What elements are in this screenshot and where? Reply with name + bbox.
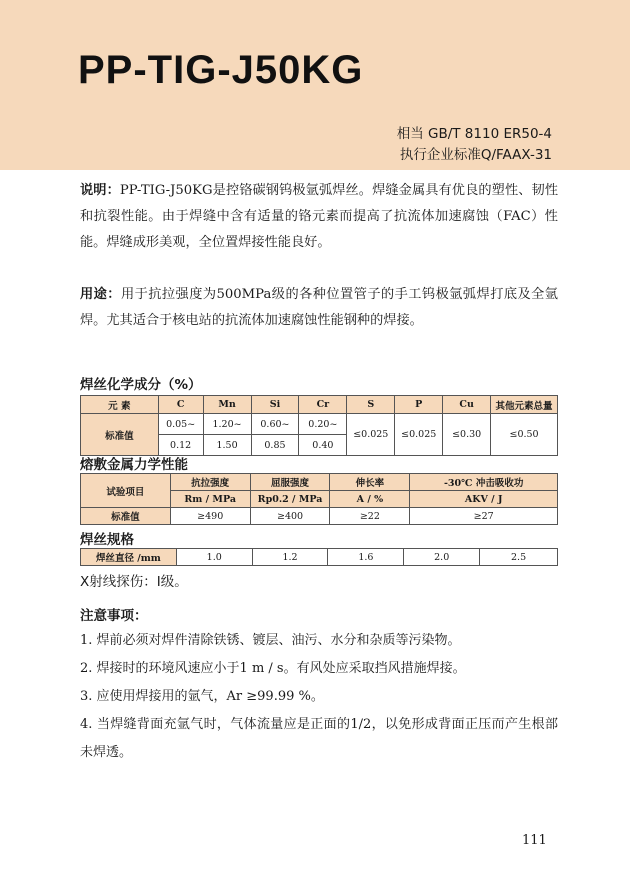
chem-table — [80, 395, 558, 456]
usage-paragraph — [80, 282, 558, 334]
mech-value-impact: ≥27 — [410, 508, 558, 525]
chem-cr-max: 0.40 — [299, 435, 347, 456]
chem-c-min: 0.05~ — [158, 414, 203, 435]
standard-enterprise: 执行企业标准Q/FAAX-31 — [399, 147, 552, 163]
note-item: 1. 焊前必须对焊件清除铁锈、镀层、油污、水分和杂质等污染物。 — [80, 633, 461, 648]
chem-others-value: ≤0.50 — [491, 414, 558, 456]
mech-value-row — [81, 508, 558, 525]
description-paragraph — [80, 178, 558, 256]
mech-header-impact: -30℃ 冲击吸收功 — [410, 474, 558, 491]
chem-header-mn: Mn — [203, 396, 251, 414]
chem-section-title: 焊丝化学成分（%） — [80, 377, 202, 393]
mech-row-label: 标准值 — [81, 508, 171, 525]
chem-header-c: C — [158, 396, 203, 414]
chem-mn-max: 1.50 — [203, 435, 251, 456]
chem-p-value: ≤0.025 — [395, 414, 443, 456]
sizes-row — [81, 549, 558, 566]
description-text: PP-TIG-J50KG是控铬碳钢钨极氩弧焊丝。焊缝金属具有优良的塑性、韧性和抗裂性能。由于焊缝中含有适量的铬元素而提高了抗流体加速腐蚀（FAC）性能。焊缝成形美观，全位置焊接性能良好。 — [80, 183, 558, 250]
chem-header-p: P — [395, 396, 443, 414]
notes-title: 注意事项： — [80, 608, 148, 624]
chem-s-value: ≤0.025 — [347, 414, 395, 456]
xray-inspection: X射线探伤：Ⅰ级。 — [80, 574, 188, 590]
chem-si-min: 0.60~ — [251, 414, 299, 435]
mech-table — [80, 473, 558, 525]
mech-header-row-1 — [81, 474, 558, 491]
chem-header-cr: Cr — [299, 396, 347, 414]
chem-header-si: Si — [251, 396, 299, 414]
chem-header-element: 元 素 — [81, 396, 159, 414]
chem-cu-value: ≤0.30 — [443, 414, 491, 456]
chem-row-label: 标准值 — [81, 414, 159, 456]
usage-label: 用途： — [80, 287, 121, 302]
mech-header-yield: 屈服强度 — [250, 474, 330, 491]
size-value: 1.6 — [328, 549, 404, 566]
mech-value-yield: ≥400 — [250, 508, 330, 525]
description-label: 说明： — [80, 183, 120, 198]
mech-unit-impact: AKV / J — [410, 491, 558, 508]
mech-unit-yield: Rp0.2 / MPa — [250, 491, 330, 508]
sizes-label: 焊丝直径 /mm — [81, 549, 177, 566]
mech-value-elongation: ≥22 — [330, 508, 410, 525]
mech-header-test-item: 试验项目 — [81, 474, 171, 508]
standard-equivalent: 相当 GB/T 8110 ER50-4 — [396, 126, 552, 142]
chem-mn-min: 1.20~ — [203, 414, 251, 435]
mech-unit-elongation: A / % — [330, 491, 410, 508]
note-item: 4. 当焊缝背面充氩气时，气体流量应是正面的1/2，以免形成背面正压而产生根部未焊透。 — [80, 717, 558, 760]
notes-list — [80, 627, 558, 767]
size-value: 2.5 — [480, 549, 558, 566]
sizes-section-title: 焊丝规格 — [80, 532, 134, 548]
chem-value-row-top — [81, 414, 558, 435]
mech-unit-tensile: Rm / MPa — [170, 491, 250, 508]
usage-text: 用于抗拉强度为500MPa级的各种位置管子的手工钨极氩弧焊打底及全氩焊。尤其适合于核电站的抗流体加速腐蚀性能钢种的焊接。 — [80, 287, 558, 328]
standards-block — [397, 124, 552, 166]
chem-header-others: 其他元素总量 — [491, 396, 558, 414]
chem-header-s: S — [347, 396, 395, 414]
product-title: PP-TIG-J50KG — [78, 48, 364, 92]
chem-c-max: 0.12 — [158, 435, 203, 456]
mech-section-title: 熔敷金属力学性能 — [80, 457, 188, 473]
size-value: 2.0 — [404, 549, 480, 566]
sizes-table — [80, 548, 558, 566]
mech-header-elongation: 伸长率 — [330, 474, 410, 491]
size-value: 1.0 — [176, 549, 252, 566]
chem-header-cu: Cu — [443, 396, 491, 414]
chem-cr-min: 0.20~ — [299, 414, 347, 435]
mech-value-tensile: ≥490 — [170, 508, 250, 525]
chem-si-max: 0.85 — [251, 435, 299, 456]
note-item: 3. 应使用焊接用的氩气，Ar ≥99.99 %。 — [80, 689, 324, 704]
chem-header-row — [81, 396, 558, 414]
page-number: 111 — [522, 833, 547, 848]
note-item: 2. 焊接时的环境风速应小于1 m / s。有风处应采取挡风措施焊接。 — [80, 661, 466, 676]
mech-header-tensile: 抗拉强度 — [170, 474, 250, 491]
size-value: 1.2 — [252, 549, 328, 566]
